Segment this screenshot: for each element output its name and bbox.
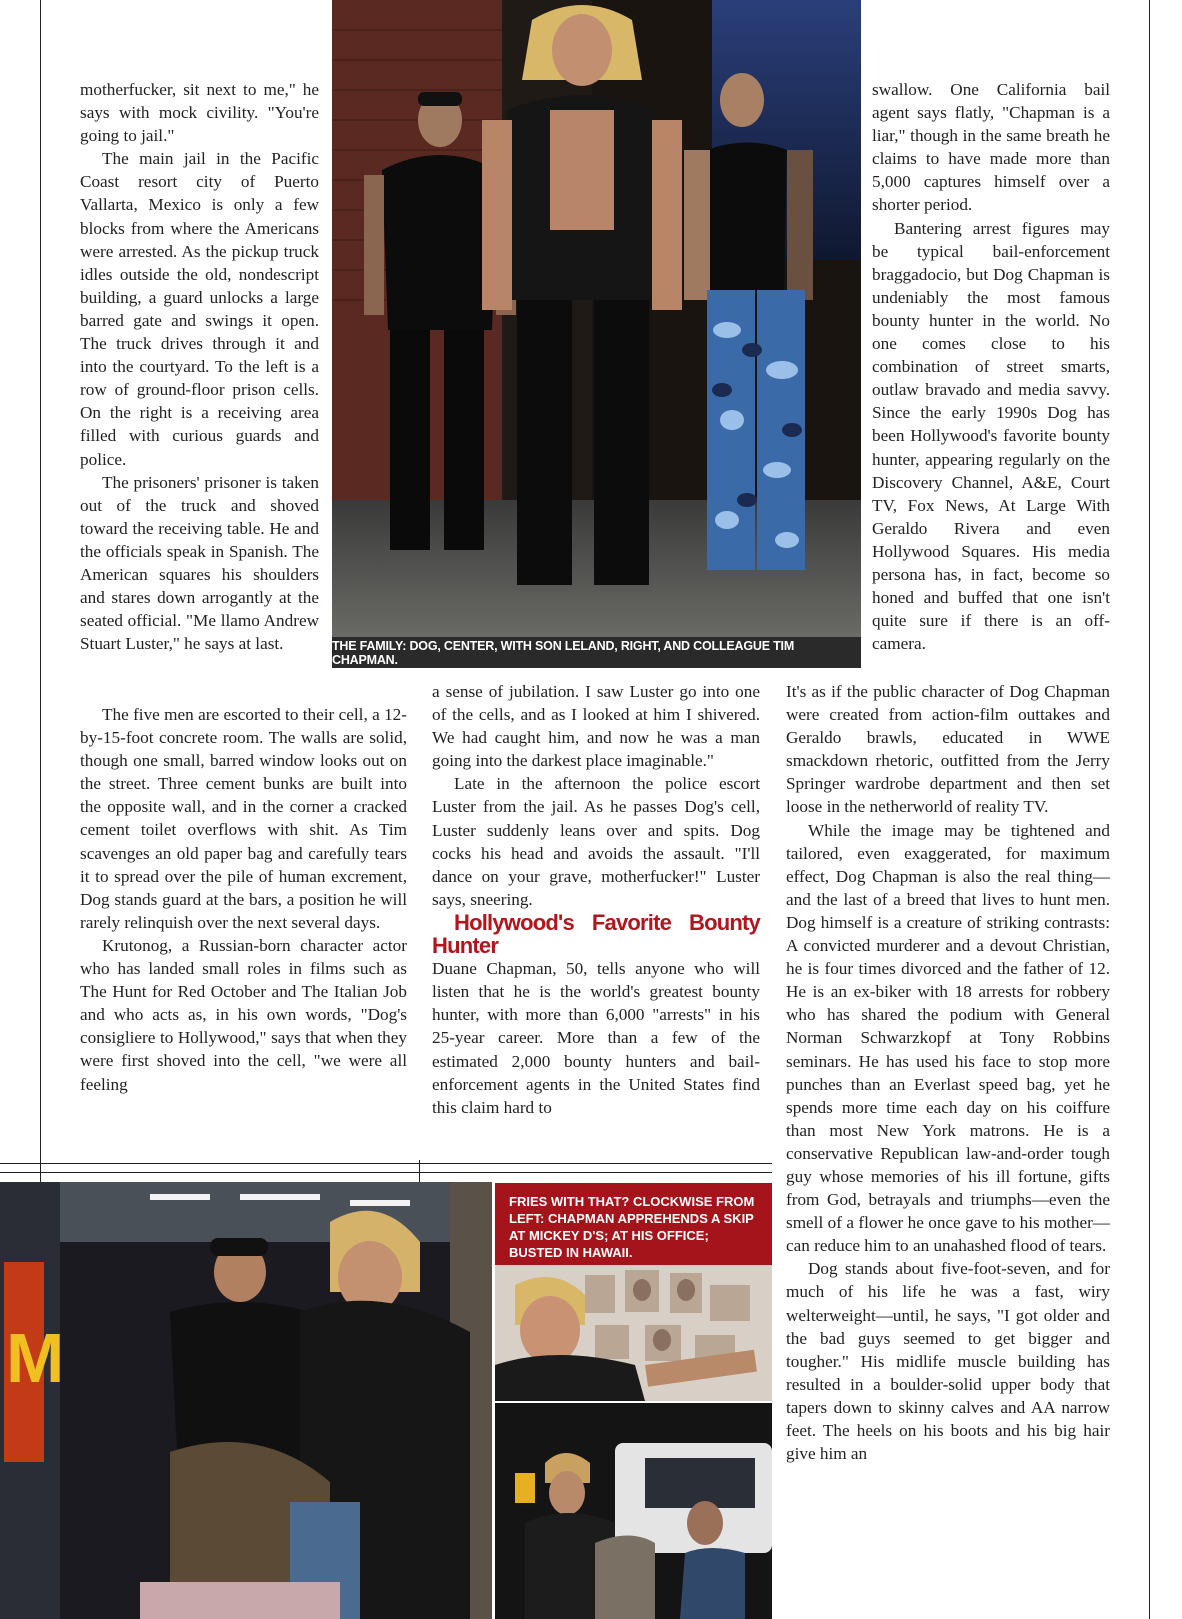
paragraph: Krutonog, a Russian-born character actor who has landed small roles in films such as The Hunt for Red October and The Italian Job and who acts as, in his own words, "Dog's consigliere to Hollywood," says that when they were first shoved into the cell, "we were all feeling bbox=[80, 935, 407, 1094]
paragraph: Bantering arrest figures may be typical bail-enforcement braggadocio, but Dog Chapman is undeniably the most famous bounty hunter in the world. No one comes close to his combination of street smarts, outlaw bravado and media savvy. Since the early 1990s Dog has been Hollywood's favorite bounty hunter, appearing regularly on the Discovery Channel, A&E, Court TV, Fox News, At Large With Geraldo Rivera and even Hollywood Squares. His media persona has, in fact, become so honed and buffed that one isn't quite sure if there is an off-camera. bbox=[872, 218, 1110, 654]
column-left-top bbox=[80, 78, 319, 655]
top-photo-caption: THE FAMILY: DOG, CENTER, WITH SON LELAND, RIGHT, AND COLLEAGUE TIM CHAPMAN. bbox=[332, 637, 861, 668]
paragraph: Duane Chapman, 50, tells anyone who will listen that he is the world's greatest bounty hunter, with more than 6,000 "arrests" in his 25-year career. More than a few of the estimated 2,000 bounty hunters and bail-enforcement agents in the United States find this claim hard to bbox=[432, 959, 760, 1117]
paragraph: The five men are escorted to their cell, a 12-by-15-foot concrete room. The walls are solid, though one small, barred window looks out on the street. Three cement bunks are built into the opposite wall, and in the corner a cracked cement toilet overflows with shit. As Tim scavenges an old paper bag and carefully tears it to spread over the pile of human excrement, Dog stands guard at the bars, a position he will rarely relinquish over the next several days. bbox=[80, 705, 407, 932]
paragraph: Dog stands about five-foot-seven, and for much of his life he was a fast, wiry welterweight—until, he says, "I got older and the bad guys seemed to get bigger and tougher." His midlife muscle building has resulted in a boulder-solid upper body that tapers down to skinny calves and AA narrow feet. The heels on his boots and his big hair give him an bbox=[786, 1259, 1110, 1464]
bottom-photos-caption: FRIES WITH THAT? CLOCKWISE FROM LEFT: CHAPMAN APPREHENDS A SKIP AT MICKEY D'S; AT HIS OFFICE; BUSTED IN HAWAII. bbox=[495, 1183, 772, 1265]
column-left-bottom bbox=[80, 703, 407, 1096]
paragraph: The main jail in the Pacific Coast resort city of Puerto Vallarta, Mexico is only a few blocks from where the Americans were arrested. As the pickup truck idles outside the old, nondescript building, a guard unlocks a large barred gate and swings it open. The truck drives through it and into the courtyard. To the left is a row of ground-floor prison cells. On the right is a receiving area filled with curious guards and police. bbox=[80, 149, 319, 469]
column-right-top bbox=[872, 78, 1110, 655]
mcdonalds-arrest-photo bbox=[0, 1182, 492, 1619]
paragraph: motherfucker, sit next to me," he says with mock civility. "You're going to jail." bbox=[80, 80, 319, 146]
top-rule-bottom-photos bbox=[0, 1163, 772, 1164]
office-photo bbox=[495, 1265, 772, 1401]
column-middle bbox=[432, 680, 760, 1119]
paragraph: While the image may be tightened and tailored, even exaggerated, for maximum effect, Dog Chapman is also the real thing—and the last of a breed that lives to hunt men. Dog himself is a creature of striking contrasts: A convicted murderer and a devout Christian, he is four times divorced and the father of 12. He is an ex-biker with 18 arrests for robbery who has shared the podium with General Norman Schwarzkopf at Tony Robbins seminars. He has used his face to stop more punches than an Everlast speed bag, yet he spends more time each day on his coiffure than most New York matrons. He is a conservative Republican law-and-order tough guy whose memories of his ill fortune, gifts from God, betrayals and triumphs—even the smell of a flower he once gave to his mother—can reduce him to an unahashed flood of tears. bbox=[786, 820, 1110, 1256]
rule-bottom-photos-2 bbox=[0, 1172, 772, 1173]
paragraph: Late in the afternoon the police escort Luster from the jail. As he passes Dog's cell, Luster suddenly leans over and spits. Dog cocks his head and avoids the assault. "I'll dance on your grave, motherfucker!" Luster says, sneering. bbox=[432, 774, 760, 909]
left-rule bbox=[40, 0, 41, 1183]
hawaii-arrest-photo bbox=[495, 1403, 772, 1619]
paragraph: The prisoners' prisoner is taken out of the truck and shoved toward the receiving table. He and the officials speak in Spanish. The American squares his shoulders and stares down arrogantly at the seated official. "Me llamo Andrew Stuart Luster," he says at last. bbox=[80, 472, 319, 654]
paragraph: It's as if the public character of Dog Chapman were created from action-film outtakes and Geraldo brawls, educated in WWE smackdown rhetoric, outfitted from the Jerry Springer wardrobe department and then set loose in the netherworld of reality TV. bbox=[786, 682, 1110, 817]
paragraph: a sense of jubilation. I saw Luster go into one of the cells, and as I looked at him I shivered. We had caught him, and now he was a man going into the darkest place imaginable." bbox=[432, 682, 760, 771]
right-rule bbox=[1149, 0, 1150, 1619]
column-right-bottom bbox=[786, 680, 1110, 1465]
subhead: Hollywood's Favorite Bounty Hunter bbox=[432, 909, 760, 959]
svg-text:M: M bbox=[6, 1319, 65, 1397]
family-photo bbox=[332, 0, 861, 637]
paragraph: swallow. One California bail agent says flatly, "Chapman is a liar," though in the same breath he claims to have made more than 5,000 captures himself over a shorter period. bbox=[872, 80, 1110, 215]
